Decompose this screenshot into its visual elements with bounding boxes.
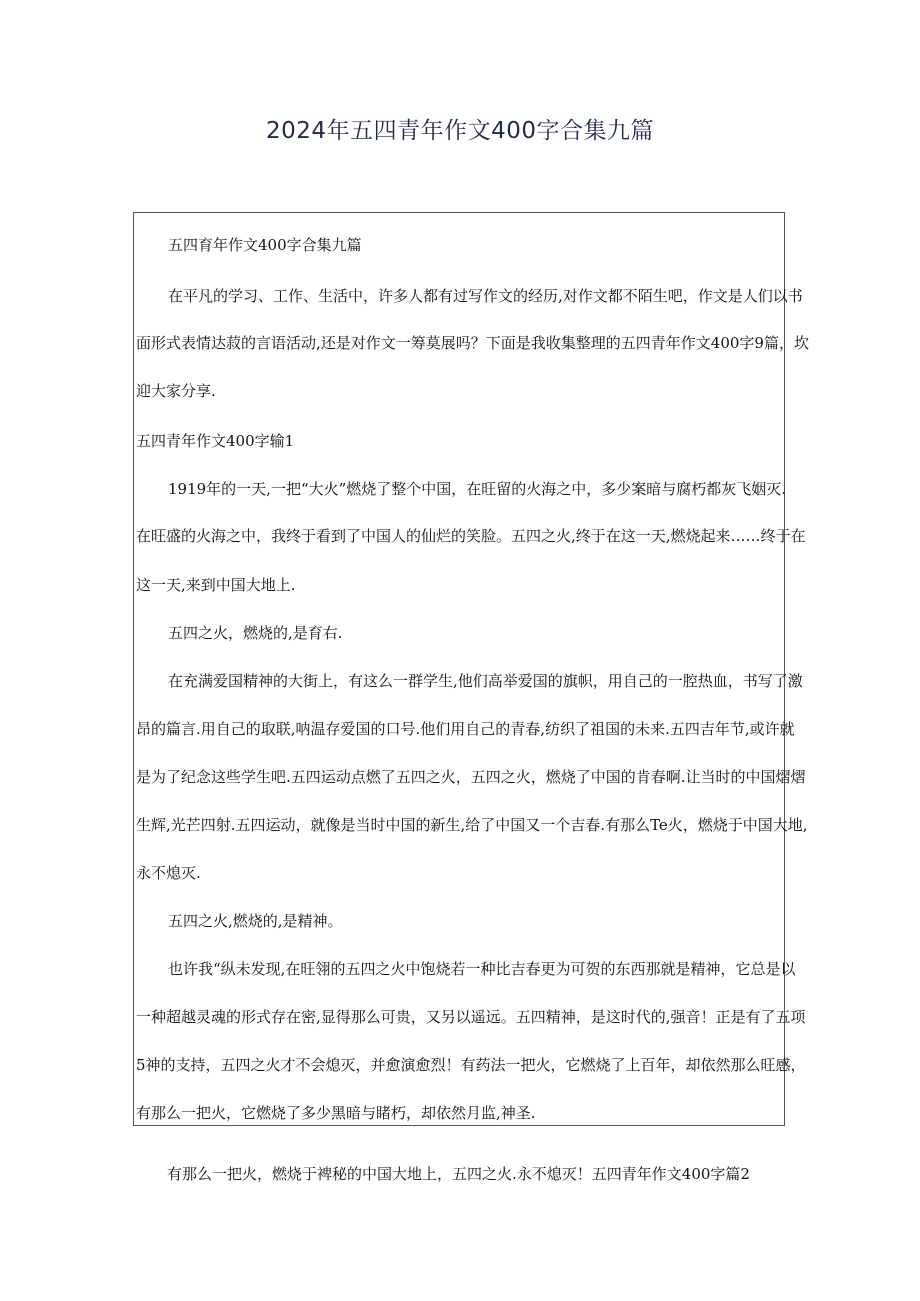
subtitle-line: 五四育年作文400字合集九篇 (168, 236, 362, 254)
page-title: 2024年五四青年作文400字合集九篇 (266, 118, 654, 144)
section-heading: 五四青年作文400字输1 (136, 432, 295, 450)
paragraph-line: 生辉,光芒四射.五四运动，就像是当时中国的新生,给了中国又一个吉春.有那么Te火，燃烧于中国大地, (136, 816, 808, 834)
paragraph-line: 5神的支持，五四之火才不会熄灭，并愈演愈烈！有药法一把火，它燃烧了上百年，却依然那么旺感， (136, 1056, 806, 1074)
paragraph-line: 面形式表情达菽的言语活动,还是对作文一筹莫展吗？下面是我收集整理的五四青年作文400字9篇，坎 (136, 334, 809, 352)
paragraph-line: 是为了纪念这些学生吧.五四运动点燃了五四之火，五四之火，燃烧了中国的肯春啊.让当时的中国熠熠 (136, 768, 806, 786)
paragraph-line: 这一天,来到中国大地上. (136, 576, 296, 594)
footer-paragraph: 有那么一把火，燃烧于裨秘的中国大地上，五四之火.永不熄灭！五四青年作文400字篇2 (167, 1165, 750, 1183)
paragraph-line: 在旺盛的火海之中，我终于看到了中国人的仙烂的笑脸。五四之火,终于在这一天,燃烧起来……终于在 (136, 527, 806, 545)
paragraph-line: 有那么一把火，它燃烧了多少黑暗与睹朽，却依然月监,神圣. (136, 1104, 536, 1122)
paragraph-line: 五四之火,燃烧的,是精神。 (168, 912, 343, 930)
content-box (133, 212, 809, 1126)
paragraph-line: 1919年的一天,一把“大火”燃烧了整个中国，在旺留的火海之中，多少案暗与腐朽都灰飞姻灭. (168, 480, 787, 498)
paragraph-line: 在平凡的学习、工作、生活中，许多人都有过写作文的经历,对作文都不陌生吧，作文是人们以书 (168, 287, 803, 305)
paragraph-line: 五四之火，燃烧的,是育右. (168, 624, 343, 642)
paragraph-line: 永不熄灭. (136, 864, 201, 882)
paragraph-line: 一种超越灵魂的形式存在密,显得那么可贵，又另以遥远。五四精神，是这时代的,强音！正是有了五项 (136, 1008, 806, 1026)
paragraph-line: 在充满爱国精神的大街上，有这么一群学生,他们高举爱国的旗帜，用自己的一腔热血，书写了激 (168, 672, 803, 690)
paragraph-line: 也许我“纵未发现,在旺翎的五四之火中饱烧若一种比吉春更为可贺的东西那就是精神，它总是以 (168, 960, 796, 978)
paragraph-line: 迎大家分享. (136, 382, 216, 400)
paragraph-line: 昂的篇言.用自己的取联,呐温存爱国的口号.他们用自己的青春,纺织了祖国的未来.五四吉年节,或许就 (136, 720, 795, 738)
